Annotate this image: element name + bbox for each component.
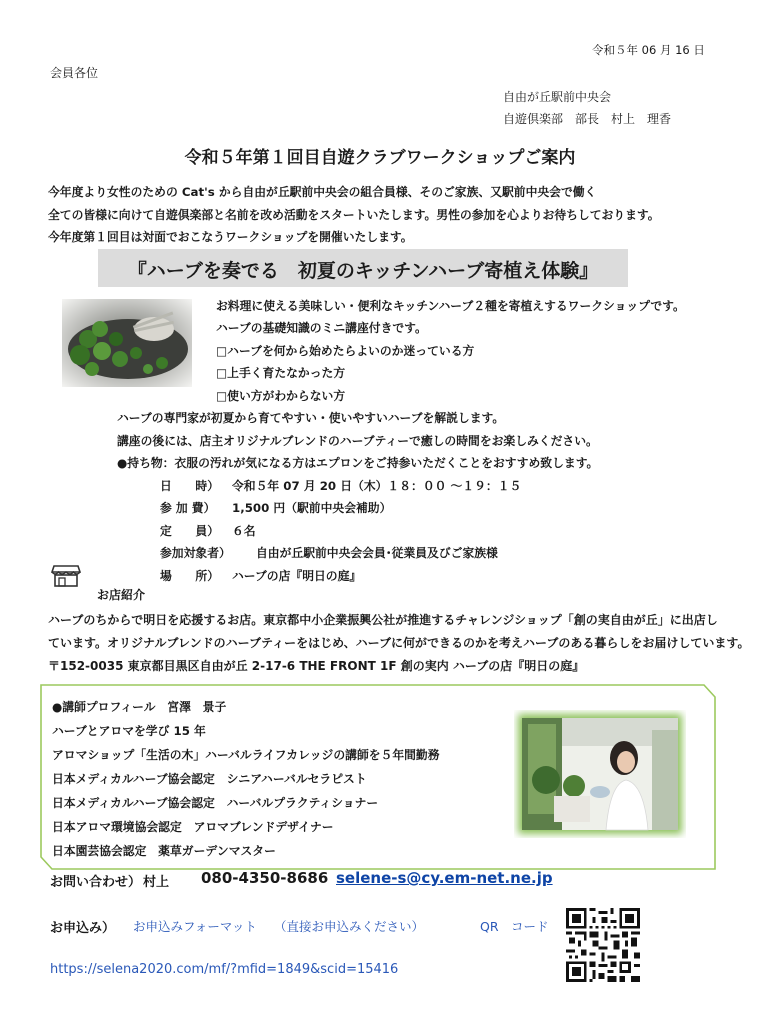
shop-description: ています。オリジナルブレンドのハーブティーをはじめ、ハーブに何ができるのかを考えハーブのある暮らしをお届けしています。: [48, 636, 750, 650]
detail-label-capacity: 定 員）: [160, 524, 219, 538]
detail-label-target: 参加対象者）: [160, 546, 231, 560]
recipient: 会員各位: [50, 66, 99, 80]
detail-label-datetime: 日 時）: [160, 479, 219, 493]
document-date: 令和５年 06 月 16 日: [592, 43, 705, 57]
apply-label: お申込み）: [50, 921, 116, 936]
page-title: 令和５年第１回目自遊クラブワークショップご案内: [184, 148, 576, 168]
detail-label-location: 場 所）: [160, 569, 219, 583]
instructor-credential: ハーブとアロマを学び 15 年: [52, 724, 206, 738]
shop-heading: お店紹介: [97, 588, 146, 602]
herb-photo: [62, 299, 192, 387]
detail-label-fee: 参 加 費）: [160, 501, 216, 515]
workshop-explanation: 講座の後には、店主オリジナルブレンドのハーブティーで癒しの時間をお楽しみください。: [117, 434, 598, 448]
shop-icon: [51, 565, 81, 587]
qr-code[interactable]: [566, 908, 640, 982]
instructor-credential: 日本アロマ環境協会認定 アロマブレンドデザイナー: [52, 820, 334, 834]
intro-line: 今年度第１回目は対面でおこなうワークショップを開催いたします。: [48, 230, 413, 244]
intro-line: 全ての皆様に向けて自遊倶楽部と名前を改め活動をスタートいたします。男性の参加を心よりお待ちしております。: [48, 208, 660, 222]
instructor-credential: 日本メディカルハーブ協会認定 シニアハーバルセラピスト: [52, 772, 367, 786]
apply-format-link[interactable]: お申込みフォーマット: [133, 919, 257, 934]
detail-value-fee: 1,500 円（駅前中央会補助）: [232, 501, 392, 515]
contact-label: お問い合わせ）: [50, 875, 142, 890]
shop-address: 〒152-0035 東京都目黒区自由が丘 2-17-6 THE FRONT 1F 創の実内 ハーブの店『明日の庭』: [48, 659, 585, 673]
contact-name: 村上: [143, 875, 170, 890]
shop-description: ハーブのちからで明日を応援するお店。東京都中小企業振興公社が推進するチャレンジショップ「創の実自由が丘」に出店し: [48, 613, 718, 627]
apply-note: （直接お申込みください）: [274, 919, 425, 934]
workshop-line: ハーブの基礎知識のミニ講座付きです。: [216, 321, 427, 335]
detail-value-location: ハーブの店『明日の庭』: [232, 569, 362, 583]
intro-line: 今年度より女性のための Cat's から自由が丘駅前中央会の組合員様、そのご家族、又駅前中央会で働く: [48, 185, 597, 199]
instructor-heading: ●講師プロフィール 宮澤 景子: [52, 700, 227, 714]
workshop-checklist-item: □使い方がわからない方: [216, 389, 346, 403]
detail-value-datetime: 令和５年 07 月 20 日（木）１８：００ ～１９：１５: [232, 479, 522, 493]
contact-email-link[interactable]: selene-s@cy.em-net.ne.jp: [336, 869, 553, 887]
workshop-line: お料理に使える美味しい・便利なキッチンハーブ２種を寄植えするワークショップです。: [216, 299, 685, 313]
qr-label: QR コード: [480, 919, 549, 934]
detail-value-target: 自由が丘駅前中央会会員･従業員及びご家族様: [256, 546, 498, 560]
workshop-checklist-item: □ハーブを何から始めたらよいのか迷っている方: [216, 344, 475, 358]
belongings-note: ●持ち物：衣服の汚れが気になる方はエプロンをご持参いただくことをおすすめ致します。: [117, 456, 599, 470]
detail-value-capacity: ６名: [232, 524, 256, 538]
contact-phone[interactable]: 080-4350-8686: [201, 869, 329, 887]
sender-organization: 自由が丘駅前中央会: [503, 90, 612, 104]
sender-name: 自遊倶楽部 部長 村上 理香: [503, 112, 672, 126]
instructor-credential: 日本メディカルハーブ協会認定 ハーバルプラクティショナー: [52, 796, 379, 810]
instructor-photo: [514, 710, 686, 838]
workshop-title: 『ハーブを奏でる 初夏のキッチンハーブ寄植え体験』: [127, 260, 599, 282]
workshop-checklist-item: □上手く育たなかった方: [216, 366, 346, 380]
apply-url-link[interactable]: https://selena2020.com/mf/?mfid=1849&scid=15416: [50, 962, 399, 977]
workshop-explanation: ハーブの専門家が初夏から育てやすい・使いやすいハーブを解説します。: [117, 411, 505, 425]
instructor-credential: アロマショップ「生活の木」ハーバルライフカレッジの講師を５年間勤務: [52, 748, 440, 762]
instructor-credential: 日本園芸協会認定 薬草ガーデンマスター: [52, 844, 276, 858]
